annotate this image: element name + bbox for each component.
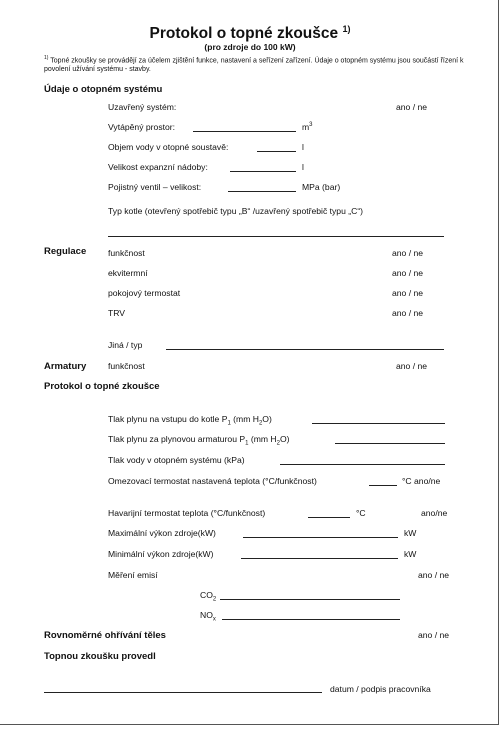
- regulace-answer[interactable]: ano / ne: [392, 308, 424, 318]
- boiler-type-field[interactable]: [108, 236, 444, 237]
- signature-label: datum / podpis pracovníka: [330, 684, 431, 694]
- nox-field[interactable]: [222, 619, 400, 620]
- expansion-tank-label: Velikost expanzní nádoby:: [108, 162, 208, 172]
- armatury-item: funkčnost: [108, 361, 145, 371]
- regulace-item: ekvitermní: [108, 268, 148, 278]
- heated-space-label: Vytápěný prostor:: [108, 122, 176, 132]
- co2-label: $CO_2$: [200, 590, 217, 603]
- emissions-answer[interactable]: ano / ne: [418, 570, 450, 580]
- water-volume-unit: l: [302, 142, 304, 152]
- safety-valve-field[interactable]: [228, 191, 296, 192]
- water-pressure-field[interactable]: [280, 464, 445, 465]
- regulace-item: TRV: [108, 308, 126, 318]
- heated-space-field[interactable]: [193, 131, 296, 132]
- uniform-heating-heading: Rovnoměrné ohřívání těles: [44, 630, 166, 641]
- gas-outlet-label: Tlak plynu za plynovou armaturou $P_1$ (mm $H_2O$): [108, 434, 290, 447]
- nox-label: $NO_x$: [200, 610, 216, 623]
- min-output-label: Minimální výkon zdroje(kW): [108, 549, 214, 559]
- emergency-thermostat-answer[interactable]: ano/ne: [421, 508, 448, 518]
- water-volume-field[interactable]: [257, 151, 296, 152]
- limit-thermostat-field[interactable]: [369, 485, 397, 486]
- co2-field[interactable]: [220, 599, 400, 600]
- closed-system-label: Uzavřený systém:: [108, 102, 177, 112]
- safety-valve-unit: MPa (bar): [302, 182, 341, 192]
- expansion-tank-unit: l: [302, 162, 304, 172]
- emissions-label: Měření emisí: [108, 570, 158, 580]
- min-output-field[interactable]: [241, 558, 398, 559]
- limit-thermostat-unit: °C ano/ne: [402, 476, 441, 486]
- gas-inlet-field[interactable]: [312, 423, 445, 424]
- min-output-unit: kW: [404, 549, 417, 559]
- boiler-type-label: Typ kotle (otevřený spotřebič typu „B“ /uzavřený spotřebič typu „C“): [108, 206, 364, 216]
- max-output-unit: kW: [404, 528, 417, 538]
- water-pressure-label: Tlak vody v otopném systému (kPa): [108, 455, 245, 465]
- armatury-heading: Armatury: [44, 361, 87, 372]
- limit-thermostat-label: Omezovací termostat nastavená teplota (°C/funkčnost): [108, 476, 317, 486]
- max-output-label: Maximální výkon zdroje(kW): [108, 528, 216, 538]
- safety-valve-label: Pojistný ventil – velikost:: [108, 182, 202, 192]
- page-subtitle: (pro zdroje do 100 kW): [204, 42, 296, 52]
- regulace-other-field[interactable]: [166, 349, 444, 350]
- gas-inlet-label: Tlak plynu na vstupu do kotle $P_1$ (mm $H_2O$): [108, 414, 272, 427]
- heated-space-unit: $m^3$: [302, 122, 313, 132]
- regulace-answer[interactable]: ano / ne: [392, 288, 424, 298]
- emergency-thermostat-unit: °C: [356, 508, 366, 518]
- performed-by-heading: Topnou zkoušku provedl: [44, 651, 156, 662]
- regulace-item: funkčnost: [108, 248, 145, 258]
- gas-outlet-field[interactable]: [335, 443, 445, 444]
- armatury-answer[interactable]: ano / ne: [396, 361, 428, 371]
- footnote: $^{1)}$ Topné zkoušky se provádějí za účelem zjištění funkce, nastavení a seřízení zařízení. Údaje o otopném systému jsou součástí řízení k povolení užívání systému - stavby.: [44, 55, 464, 74]
- closed-system-answer[interactable]: ano / ne: [396, 102, 428, 112]
- section-protocol-heading: Protokol o topné zkoušce: [44, 381, 160, 392]
- emergency-thermostat-label: Havarijní termostat teplota (°C/funkčnost): [108, 508, 266, 518]
- regulace-answer[interactable]: ano / ne: [392, 248, 424, 258]
- uniform-heating-answer[interactable]: ano / ne: [418, 630, 450, 640]
- max-output-field[interactable]: [243, 537, 398, 538]
- signature-field[interactable]: [44, 692, 322, 693]
- regulace-answer[interactable]: ano / ne: [392, 268, 424, 278]
- expansion-tank-field[interactable]: [230, 171, 296, 172]
- regulace-other-label: Jiná / typ: [108, 340, 143, 350]
- emergency-thermostat-field[interactable]: [308, 517, 350, 518]
- regulace-item: pokojový termostat: [108, 288, 181, 298]
- regulace-heading: Regulace: [44, 246, 87, 257]
- section-system-heading: Údaje o otopném systému: [44, 84, 163, 95]
- page-title: Protokol o topné zkoušce $^{1)}$: [149, 24, 351, 43]
- water-volume-label: Objem vody v otopné soustavě:: [108, 142, 229, 152]
